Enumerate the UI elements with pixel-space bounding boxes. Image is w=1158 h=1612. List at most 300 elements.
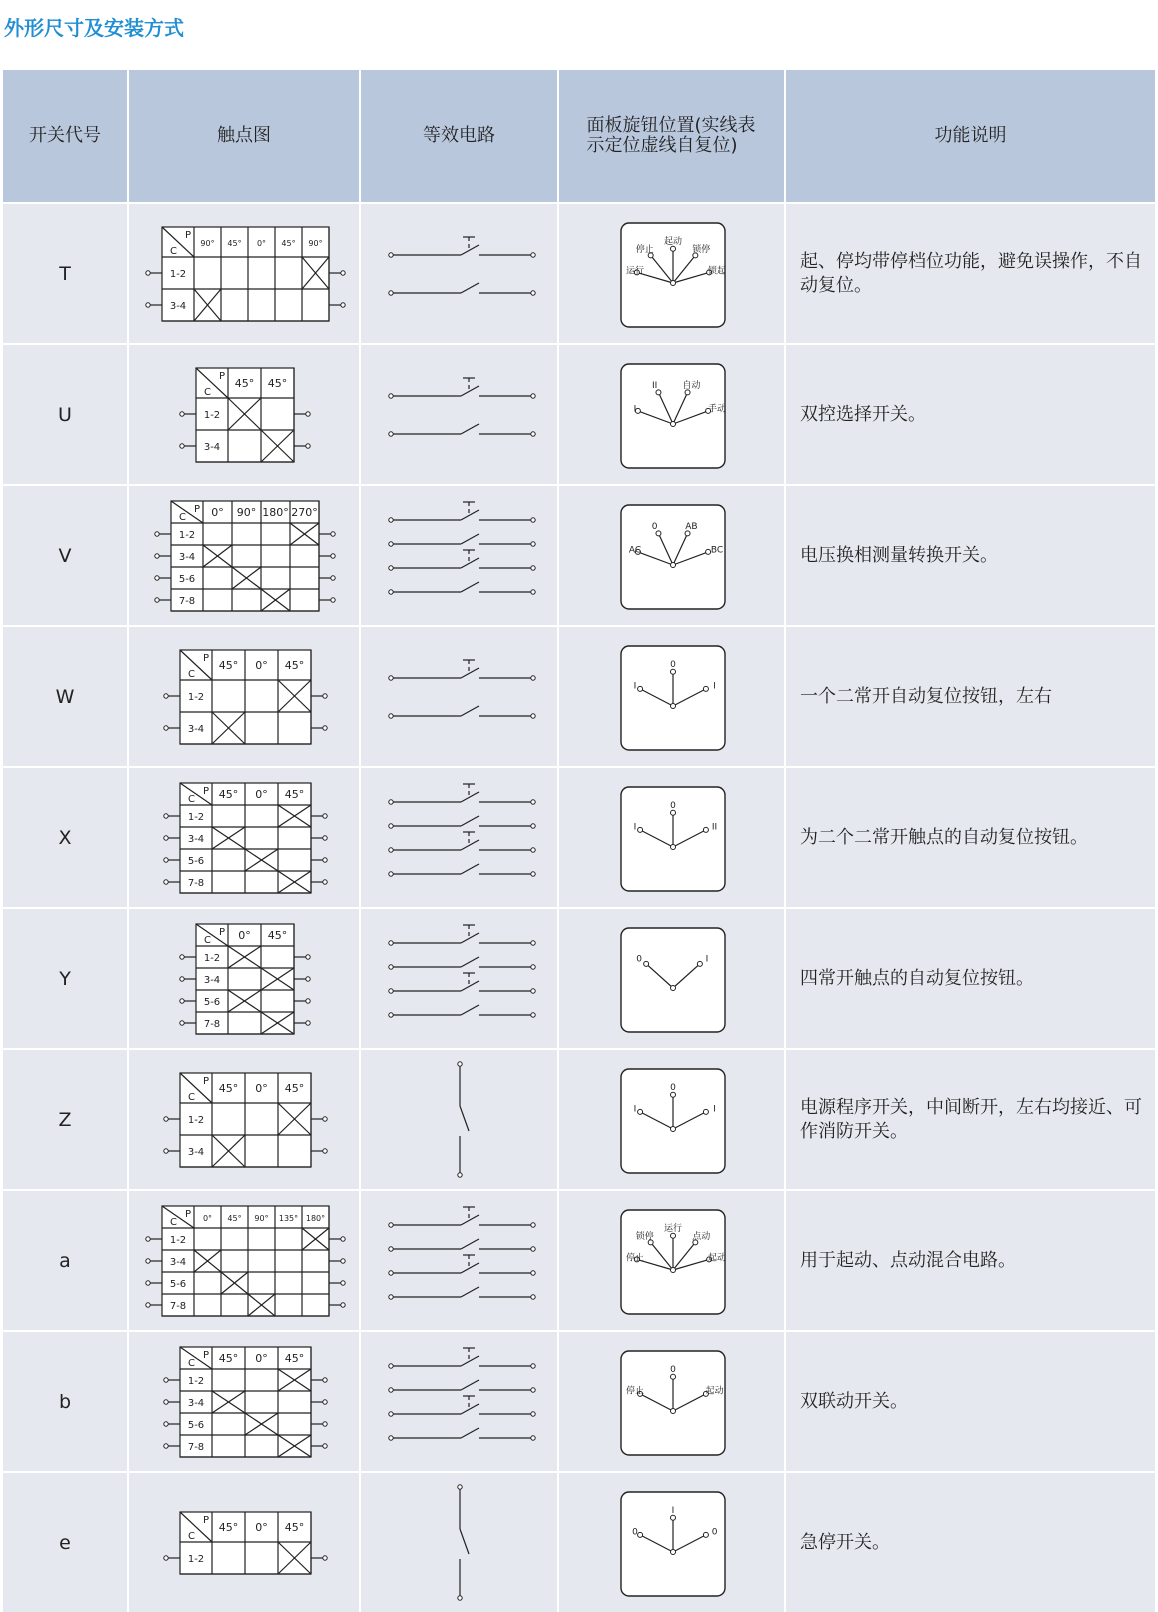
knob-position-label: 起动 <box>705 1386 724 1397</box>
knob-position-dot <box>703 1532 708 1537</box>
panel-knob <box>559 628 786 765</box>
terminal-dot <box>146 1303 150 1307</box>
panel-knob-cell <box>558 485 785 626</box>
switch-code: e <box>3 1472 128 1612</box>
function-description: 电源程序开关，中间断开，左右均接近、可作消防开关。 <box>785 1049 1155 1190</box>
panel-knob <box>559 769 786 906</box>
contact-grid-frame <box>162 227 329 321</box>
equivalent-circuit-cell <box>360 626 558 767</box>
page-title: 外形尺寸及安装方式 <box>4 16 184 40</box>
panel-knob-cell <box>558 1049 785 1190</box>
knob-position-dot <box>671 1092 676 1097</box>
contact-grid-p-label: P <box>185 1209 192 1220</box>
terminal-dot <box>180 1021 184 1025</box>
knob-position-dot <box>671 1233 676 1238</box>
knob-center <box>671 704 676 709</box>
knob-position-dot <box>638 686 643 691</box>
terminal-dot <box>531 1388 535 1392</box>
knob-panel <box>621 646 725 750</box>
function-description: 急停开关。 <box>785 1472 1155 1612</box>
knob-position-dot <box>638 1532 643 1537</box>
knob-center <box>671 281 676 286</box>
contact-diagram-cell <box>128 344 360 485</box>
terminal-dot <box>389 824 393 828</box>
contact-diagram-cell <box>128 767 360 908</box>
terminal-dot <box>164 1378 168 1382</box>
terminal-dot <box>341 1303 345 1307</box>
equivalent-circuit <box>361 1333 559 1470</box>
knob-position-dot <box>638 827 643 832</box>
equivalent-circuit <box>361 487 559 624</box>
terminal-dot <box>389 253 393 257</box>
contact-diagram-cell <box>128 908 360 1049</box>
equivalent-circuit-cell <box>360 344 558 485</box>
switch-code: U <box>3 344 128 485</box>
contact-label: 1-2 <box>203 953 221 964</box>
terminal-dot <box>389 394 393 398</box>
terminal-dot <box>389 676 393 680</box>
terminal-dot <box>323 1422 327 1426</box>
table-row <box>3 344 1155 485</box>
terminal-dot <box>155 554 159 558</box>
terminal-dot <box>323 726 327 730</box>
knob-position-label: AC <box>628 545 642 556</box>
circuit <box>389 660 535 718</box>
terminal-dot <box>458 1062 462 1066</box>
knob-position-label: 点动 <box>692 1232 711 1243</box>
knob-position-label: II <box>711 822 718 833</box>
circuit-switch-blade <box>461 1263 479 1273</box>
switch-code: Y <box>3 908 128 1049</box>
terminal-dot <box>531 1013 535 1017</box>
equivalent-circuit <box>361 1474 559 1611</box>
function-description: 起、停均带停档位功能，避免误操作，不自动复位。 <box>785 203 1155 344</box>
knob-panel <box>621 364 726 468</box>
table-row <box>3 908 1155 1049</box>
contact-grid-c-label: C <box>188 1531 195 1542</box>
contact-diagram-cell <box>128 1049 360 1190</box>
knob-position-label: 手动 <box>707 404 727 415</box>
contact-label: 1-2 <box>169 1235 187 1246</box>
knob-center <box>671 422 676 427</box>
circuit-switch-blade <box>461 933 479 943</box>
position-label: 45° <box>234 377 255 390</box>
knob-position-label: 停止 <box>635 245 654 256</box>
terminal-dot <box>531 394 535 398</box>
knob-center <box>671 1268 676 1273</box>
panel-knob <box>559 1474 786 1611</box>
contact-label: 3-4 <box>187 1398 205 1409</box>
equivalent-circuit <box>361 1192 559 1329</box>
terminal-dot <box>155 598 159 602</box>
circuit <box>458 1485 469 1600</box>
terminal-dot <box>389 432 393 436</box>
panel-knob-cell <box>558 908 785 1049</box>
terminal-dot <box>531 714 535 718</box>
switch-code: T <box>3 203 128 344</box>
position-label: 90° <box>200 239 215 248</box>
contact-label: 3-4 <box>187 1147 205 1158</box>
contact-label: 1-2 <box>187 1376 205 1387</box>
terminal-dot <box>458 1173 462 1177</box>
terminal-dot <box>146 303 150 307</box>
equivalent-circuit <box>361 346 559 483</box>
terminal-dot <box>389 989 393 993</box>
circuit <box>389 1207 535 1299</box>
contact-label: 3-4 <box>203 975 221 986</box>
terminal-dot <box>164 694 168 698</box>
knob-position-label: I <box>713 681 716 692</box>
knob-center <box>671 1550 676 1555</box>
circuit-switch-blade <box>461 668 479 678</box>
terminal-dot <box>341 1259 345 1263</box>
terminal-dot <box>389 800 393 804</box>
knob-panel <box>621 1210 726 1314</box>
terminal-dot <box>531 253 535 257</box>
terminal-dot <box>146 1237 150 1241</box>
contact-label: 5-6 <box>187 856 205 867</box>
terminal-dot <box>155 576 159 580</box>
terminal-dot <box>531 542 535 546</box>
position-label: 45° <box>218 1082 239 1095</box>
circuit-switch-blade <box>461 283 479 293</box>
terminal-dot <box>331 554 335 558</box>
terminal-dot <box>323 1378 327 1382</box>
contact-label: 7-8 <box>203 1019 221 1030</box>
equivalent-circuit-cell <box>360 1049 558 1190</box>
knob-position-label: 0 <box>670 1082 676 1093</box>
contact-diagram-cell <box>128 203 360 344</box>
contact-grid-p-label: P <box>203 786 210 797</box>
terminal-dot <box>389 291 393 295</box>
contact-label: 1-2 <box>187 812 205 823</box>
position-label: 45° <box>227 239 242 248</box>
terminal-dot <box>531 1295 535 1299</box>
terminal-dot <box>531 800 535 804</box>
terminal-dot <box>164 858 168 862</box>
panel-knob <box>559 205 786 342</box>
position-label: 45° <box>284 1082 305 1095</box>
position-label: 0° <box>255 1352 268 1365</box>
terminal-dot <box>341 271 345 275</box>
position-label: 90° <box>308 239 323 248</box>
terminal-dot <box>180 999 184 1003</box>
knob-position-dot <box>703 686 708 691</box>
table-row <box>3 1190 1155 1331</box>
equivalent-circuit <box>361 205 559 342</box>
terminal-dot <box>323 1400 327 1404</box>
circuit-switch-blade <box>461 386 479 396</box>
terminal-dot <box>531 1436 535 1440</box>
switch-code: W <box>3 626 128 767</box>
switch-code: a <box>3 1190 128 1331</box>
contact-diagram <box>129 910 361 1047</box>
contact-grid <box>146 1206 345 1316</box>
terminal-dot <box>389 1013 393 1017</box>
circuit-switch-blade <box>461 840 479 850</box>
equivalent-circuit-cell <box>360 485 558 626</box>
terminal-dot <box>331 532 335 536</box>
header-switch-code: 开关代号 <box>3 70 128 203</box>
terminal-dot <box>306 977 310 981</box>
terminal-dot <box>323 1117 327 1121</box>
circuit <box>458 1062 469 1177</box>
knob-panel <box>621 1351 725 1455</box>
panel-knob <box>559 1192 786 1329</box>
circuit-switch-blade <box>460 1106 469 1131</box>
terminal-dot <box>323 814 327 818</box>
terminal-dot <box>164 814 168 818</box>
position-label: 0° <box>255 659 268 672</box>
terminal-dot <box>389 590 393 594</box>
knob-panel-frame <box>621 364 725 468</box>
contact-grid-p-label: P <box>219 371 226 382</box>
position-label: 45° <box>267 929 288 942</box>
terminal-dot <box>389 965 393 969</box>
position-label: 180° <box>262 506 289 519</box>
panel-knob-cell <box>558 344 785 485</box>
table-row <box>3 1331 1155 1472</box>
contact-label: 1-2 <box>187 1554 205 1565</box>
contact-grid-p-label: P <box>203 1350 210 1361</box>
position-label: 0° <box>255 1082 268 1095</box>
knob-position-dot <box>703 827 708 832</box>
knob-panel <box>621 505 725 609</box>
terminal-dot <box>155 532 159 536</box>
knob-panel <box>621 1492 725 1596</box>
terminal-dot <box>531 1271 535 1275</box>
knob-position-label: I <box>705 954 709 965</box>
contact-diagram <box>129 1333 361 1470</box>
terminal-dot <box>389 848 393 852</box>
position-label: 45° <box>218 659 239 672</box>
panel-knob <box>559 346 786 483</box>
contact-grid-p-label: P <box>185 230 192 241</box>
table-row <box>3 1049 1155 1190</box>
knob-position-label: I <box>713 1104 716 1115</box>
circuit-switch-blade <box>461 424 479 434</box>
contact-grid-p-label: P <box>194 504 201 515</box>
knob-center <box>671 986 676 991</box>
header-contact-diagram: 触点图 <box>128 70 360 203</box>
knob-position-dot <box>697 961 702 966</box>
panel-knob-cell <box>558 626 785 767</box>
contact-diagram-cell <box>128 1331 360 1472</box>
terminal-dot <box>164 726 168 730</box>
terminal-dot <box>331 576 335 580</box>
terminal-dot <box>531 291 535 295</box>
contact-grid-c-label: C <box>188 794 195 805</box>
panel-knob-cell <box>558 1331 785 1472</box>
header-equivalent-circuit: 等效电路 <box>360 70 558 203</box>
spec-table <box>3 70 1155 1612</box>
circuit <box>389 784 535 876</box>
function-description: 双控选择开关。 <box>785 344 1155 485</box>
terminal-dot <box>180 444 184 448</box>
knob-position-dot <box>671 1515 676 1520</box>
knob-position-label: 起动 <box>663 236 683 247</box>
contact-grid-c-label: C <box>188 669 195 680</box>
terminal-dot <box>164 836 168 840</box>
terminal-dot <box>389 941 393 945</box>
contact-label: 1-2 <box>178 530 196 541</box>
circuit-switch-blade <box>461 534 479 544</box>
switch-code: b <box>3 1331 128 1472</box>
table-row <box>3 203 1155 344</box>
knob-position-label: 锁停 <box>692 245 711 256</box>
equivalent-circuit-cell <box>360 203 558 344</box>
panel-knob-cell <box>558 203 785 344</box>
contact-label: 1-2 <box>187 1115 205 1126</box>
terminal-dot <box>531 566 535 570</box>
position-label: 45° <box>284 1521 305 1534</box>
switch-code: V <box>3 485 128 626</box>
knob-panel <box>621 1069 725 1173</box>
equivalent-circuit-cell <box>360 908 558 1049</box>
position-label: 45° <box>284 659 305 672</box>
position-label: 90° <box>254 1214 269 1223</box>
contact-label: 3-4 <box>178 552 196 563</box>
contact-label: 5-6 <box>203 997 221 1008</box>
terminal-dot <box>531 432 535 436</box>
knob-position-label: 0 <box>651 522 658 533</box>
position-label: 45° <box>281 239 296 248</box>
knob-position-label: 锁起 <box>707 266 727 277</box>
circuit-switch-blade <box>461 558 479 568</box>
circuit-switch-blade <box>461 957 479 967</box>
contact-label: 7-8 <box>187 1442 205 1453</box>
function-description: 四常开触点的自动复位按钮。 <box>785 908 1155 1049</box>
terminal-dot <box>389 566 393 570</box>
terminal-dot <box>146 271 150 275</box>
terminal-dot <box>164 1149 168 1153</box>
panel-knob-cell <box>558 1190 785 1331</box>
terminal-dot <box>180 977 184 981</box>
contact-grid-p-label: P <box>203 1076 210 1087</box>
knob-position-dot <box>644 961 649 966</box>
position-label: 0° <box>256 239 267 248</box>
terminal-dot <box>306 999 310 1003</box>
contact-label: 1-2 <box>169 269 187 280</box>
panel-knob-cell <box>558 1472 785 1612</box>
circuit-switch-blade <box>461 706 479 716</box>
terminal-dot <box>331 598 335 602</box>
circuit-switch-blade <box>461 1215 479 1225</box>
table-row <box>3 767 1155 908</box>
contact-grid-c-label: C <box>204 935 211 946</box>
contact-label: 3-4 <box>169 1257 187 1268</box>
contact-diagram <box>129 346 361 483</box>
terminal-dot <box>389 1412 393 1416</box>
terminal-dot <box>531 676 535 680</box>
position-label: 45° <box>218 1352 239 1365</box>
equivalent-circuit <box>361 910 559 1047</box>
contact-grid-c-label: C <box>170 246 177 257</box>
position-label: 180° <box>305 1214 326 1223</box>
circuit-switch-blade <box>461 1239 479 1249</box>
terminal-dot <box>323 694 327 698</box>
circuit <box>389 378 535 436</box>
position-label: 270° <box>291 506 318 519</box>
position-label: 0° <box>255 788 268 801</box>
equivalent-circuit <box>361 1051 559 1188</box>
function-description: 为二个二常开触点的自动复位按钮。 <box>785 767 1155 908</box>
terminal-dot <box>341 1281 345 1285</box>
terminal-dot <box>146 1259 150 1263</box>
contact-diagram-cell <box>128 626 360 767</box>
equivalent-circuit-cell <box>360 767 558 908</box>
knob-panel <box>621 223 726 327</box>
circuit-switch-blade <box>460 1529 469 1554</box>
knob-position-label: 运行 <box>625 266 645 277</box>
panel-knob <box>559 910 786 1047</box>
circuit-switch-blade <box>461 582 479 592</box>
terminal-dot <box>531 1412 535 1416</box>
terminal-dot <box>531 1223 535 1227</box>
knob-position-label: II <box>651 381 658 392</box>
knob-position-label: I <box>633 681 637 692</box>
circuit-switch-blade <box>461 792 479 802</box>
contact-diagram <box>129 205 361 342</box>
position-label: 45° <box>218 788 239 801</box>
equivalent-circuit <box>361 628 559 765</box>
contact-grid <box>180 924 310 1034</box>
contact-label: 5-6 <box>169 1279 187 1290</box>
circuit-switch-blade <box>461 245 479 255</box>
knob-panel-frame <box>621 928 725 1032</box>
contact-grid <box>155 501 335 611</box>
terminal-dot <box>306 955 310 959</box>
knob-position-label: 0 <box>636 954 642 965</box>
terminal-dot <box>146 1281 150 1285</box>
contact-label: 3-4 <box>187 724 205 735</box>
function-description: 双联动开关。 <box>785 1331 1155 1472</box>
knob-position-label: 停止 <box>625 1386 645 1397</box>
header-panel-knob-position: 面板旋钮位置(实线表示定位虚线自复位) <box>558 70 785 203</box>
switch-code: Z <box>3 1049 128 1190</box>
position-label: 45° <box>227 1214 242 1223</box>
equivalent-circuit-cell <box>360 1472 558 1612</box>
knob-position-label: BC <box>710 545 724 556</box>
terminal-dot <box>341 1237 345 1241</box>
terminal-dot <box>389 1364 393 1368</box>
contact-label: 1-2 <box>203 410 221 421</box>
terminal-dot <box>389 1388 393 1392</box>
contact-grid-c-label: C <box>179 512 186 523</box>
position-label: 45° <box>267 377 288 390</box>
knob-position-label: 0 <box>670 800 676 811</box>
panel-knob <box>559 1333 786 1470</box>
knob-panel <box>621 928 725 1032</box>
circuit-switch-blade <box>461 1380 479 1390</box>
terminal-dot <box>164 1556 168 1560</box>
knob-position-dot <box>706 549 711 554</box>
terminal-dot <box>389 872 393 876</box>
knob-position-label: I <box>633 822 637 833</box>
terminal-dot <box>389 1247 393 1251</box>
terminal-dot <box>180 955 184 959</box>
header-function-description: 功能说明 <box>785 70 1155 203</box>
function-description: 电压换相测量转换开关。 <box>785 485 1155 626</box>
contact-diagram <box>129 628 361 765</box>
table-row <box>3 1472 1155 1612</box>
contact-label: 3-4 <box>203 442 221 453</box>
terminal-dot <box>531 1364 535 1368</box>
terminal-dot <box>531 941 535 945</box>
knob-position-label: 运行 <box>663 1223 683 1234</box>
knob-position-label: I <box>633 404 637 415</box>
knob-position-label: 起动 <box>707 1253 727 1264</box>
